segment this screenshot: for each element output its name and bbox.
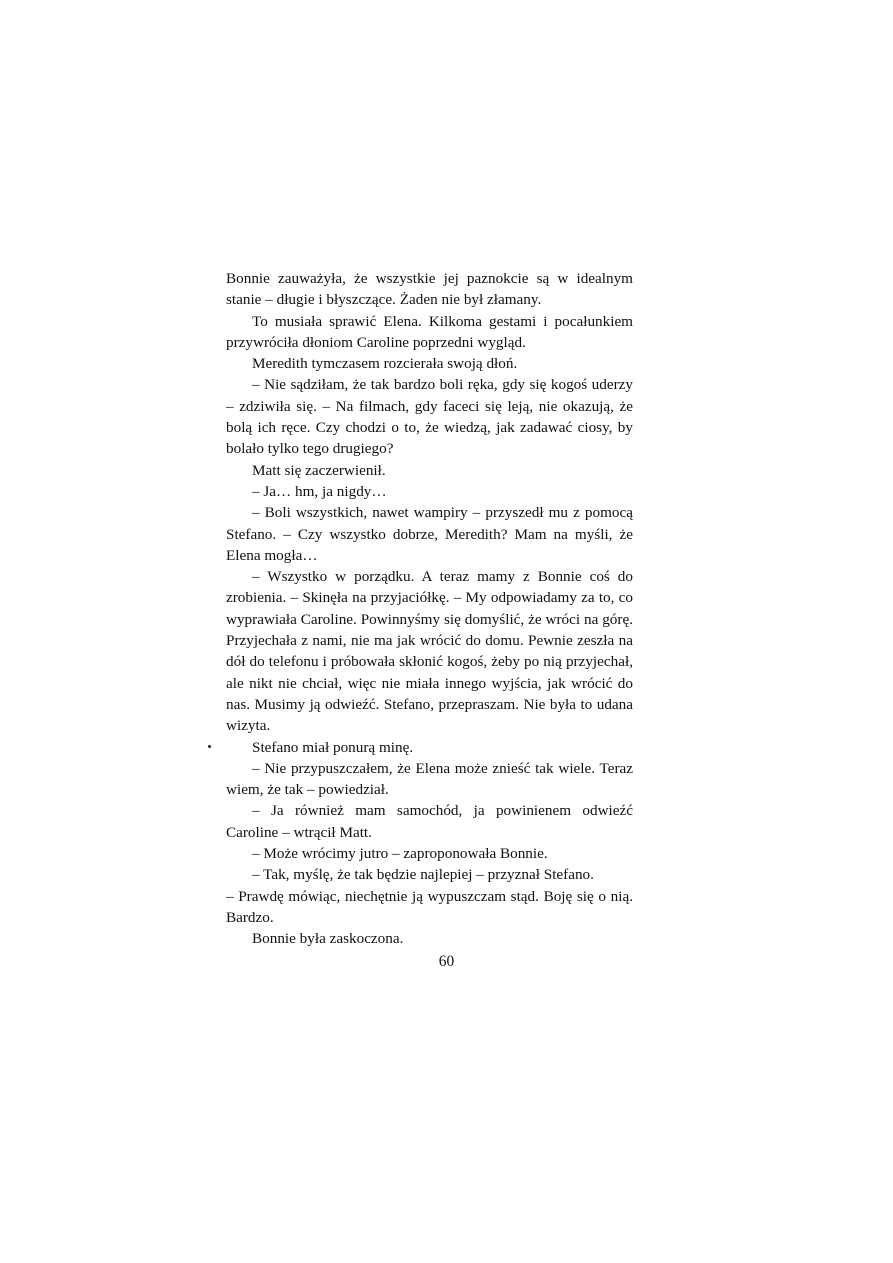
paragraph: – Ja również mam samochód, ja powinienem odwieźć Caroline – wtrącił Matt. <box>226 802 633 841</box>
paragraph: Bonnie zauważyła, że wszystkie jej paznokcie są w idealnym stanie – długie i błyszczące. Żaden nie był złamany. <box>226 270 633 309</box>
paragraph: Stefano miał ponurą minę. <box>252 738 414 756</box>
paragraph: Meredith tymczasem rozcierała swoją dłoń. <box>252 355 518 373</box>
paragraph: – Nie sądziłam, że tak bardzo boli ręka, gdy się kogoś uderzy – zdziwiła się. – Na filmach, gdy faceci się leją, nie okazują, że bolą ich ręce. Czy chodzi o to, że wiedzą, jak zadawać ciosy, by bolało tylko tego drugiego? <box>226 376 633 458</box>
paragraph: – Tak, myślę, że tak będzie najlepiej – przyznał Stefano. <box>252 866 594 884</box>
paragraph: – Wszystko w porządku. A teraz mamy z Bonnie coś do zrobienia. – Skinęła na przyjaciółkę. – My odpowiadamy za to, co wyprawiała Caroline. Powinnyśmy się domyślić, że wróci na górę. Przyjechała z nami, nie ma jak wrócić do domu. Pewnie zeszła na dół do telefonu i próbowała skłonić kogoś, żeby po nią przyjechał, ale nikt nie chciał, więc nie miała innego wyjścia, jak wrócić do nas. Musimy ją odwieźć. Stefano, przepraszam. Nie była to udana wizyta. <box>226 568 633 735</box>
paragraph: To musiała sprawić Elena. Kilkoma gestami i pocałunkiem przywróciła dłoniom Caroline poprzedni wygląd. <box>226 312 633 351</box>
paragraph: – Może wrócimy jutro – zaproponowała Bonnie. <box>252 845 548 863</box>
body-text <box>226 268 633 950</box>
page-number: 60 <box>438 953 455 970</box>
paragraph: – Prawdę mówiąc, niechętnie ją wypuszczam stąd. Boję się o nią. Bardzo. <box>226 887 633 926</box>
paragraph: – Boli wszystkich, nawet wampiry – przyszedł mu z pomocą Stefano. – Czy wszystko dobrze, Meredith? Mam na myśli, że Elena mogła… <box>226 504 633 564</box>
scan-speck <box>208 745 211 748</box>
paragraph: Bonnie była zaskoczona. <box>252 930 404 948</box>
paragraph: – Ja… hm, ja nigdy… <box>252 482 387 500</box>
paragraph: – Nie przypuszczałem, że Elena może znieść tak wiele. Teraz wiem, że tak – powiedział. <box>226 759 633 799</box>
paragraph: Matt się zaczerwienił. <box>252 461 386 479</box>
